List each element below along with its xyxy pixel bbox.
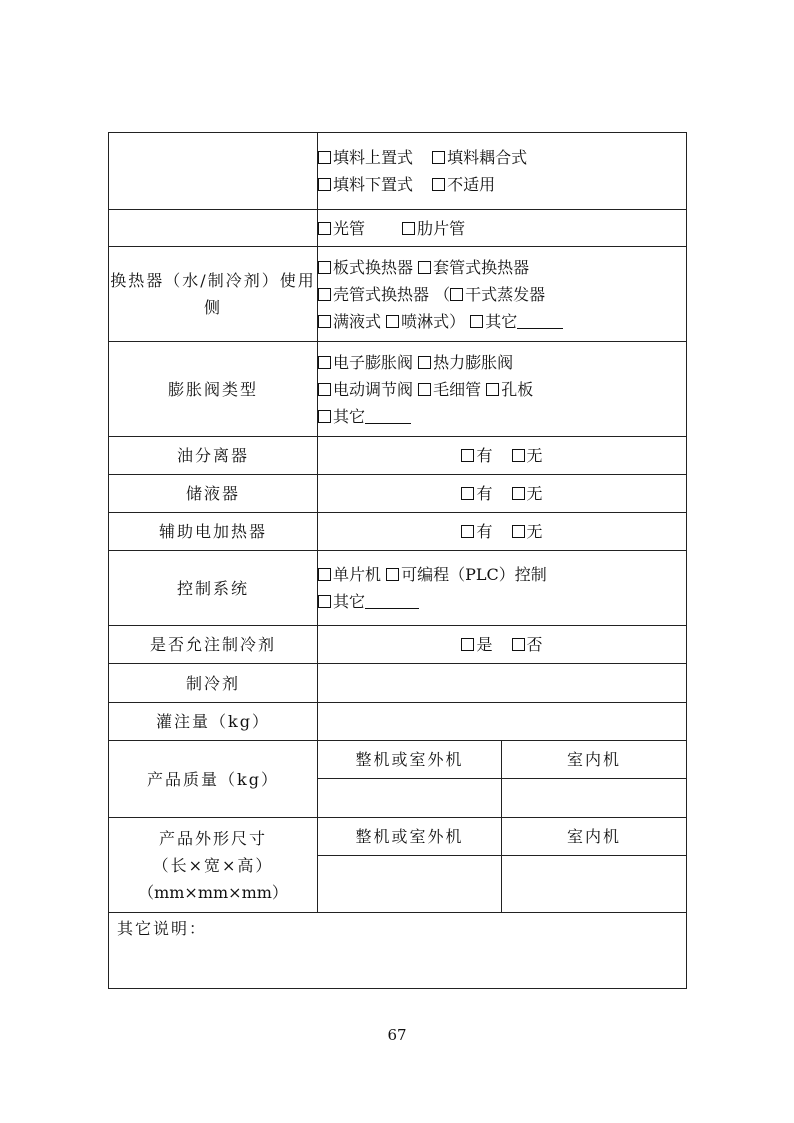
electronic-valve-option[interactable]: 电子膨胀阀 [318, 353, 413, 372]
heat-exchanger-options: 板式换热器 套管式换热器 壳管式换热器 （ 干式蒸发器 满液式 喷淋式） 其它 [318, 247, 687, 342]
refrigerant-value[interactable] [318, 664, 687, 703]
dry-evaporator-option[interactable]: 干式蒸发器 [450, 285, 545, 304]
thermal-valve-option[interactable]: 热力膨胀阀 [418, 353, 513, 372]
equipment-spec-table [108, 132, 687, 989]
checkbox[interactable] [461, 525, 474, 538]
spray-option[interactable]: 喷淋式） [386, 312, 465, 331]
checkbox[interactable] [318, 222, 331, 235]
checkbox[interactable] [450, 288, 463, 301]
checkbox[interactable] [318, 410, 331, 423]
mass-indoor-value[interactable] [502, 779, 687, 818]
charge-amount-row [109, 703, 687, 741]
oil-separator-no[interactable]: 无 [512, 446, 543, 465]
tube-type-row [109, 210, 687, 247]
dimensions-label-line3: （mm×mm×mm） [138, 882, 288, 902]
dimensions-label [109, 818, 318, 913]
hx-other-blank[interactable] [517, 328, 563, 329]
checkbox[interactable] [418, 383, 431, 396]
capillary-option[interactable]: 毛细管 [418, 380, 481, 399]
packing-coupled-option[interactable]: 填料耦合式 [432, 148, 527, 167]
checkbox[interactable] [418, 261, 431, 274]
heat-exchanger-row [109, 247, 687, 342]
aux-heater-label: 辅助电加热器 [109, 513, 318, 551]
checkbox[interactable] [318, 151, 331, 164]
hx-other-option[interactable]: 其它 [470, 312, 563, 331]
receiver-label: 储液器 [109, 475, 318, 513]
checkbox[interactable] [512, 449, 525, 462]
packing-top-option[interactable]: 填料上置式 [318, 148, 413, 167]
charge-allowed-options [318, 626, 687, 664]
motorized-valve-option[interactable]: 电动调节阀 [318, 380, 413, 399]
checkbox[interactable] [386, 568, 399, 581]
control-system-row [109, 551, 687, 626]
valve-other-option[interactable]: 其它 [318, 407, 411, 426]
bare-tube-option[interactable]: 光管 [318, 219, 365, 238]
checkbox[interactable] [512, 487, 525, 500]
notes-row [109, 913, 687, 989]
control-other-blank[interactable] [365, 608, 419, 609]
aux-heater-no[interactable]: 无 [512, 522, 543, 541]
dimensions-outdoor-value[interactable] [318, 856, 502, 913]
oil-separator-options [318, 437, 687, 475]
mass-indoor-header: 室内机 [502, 741, 687, 779]
checkbox[interactable] [386, 315, 399, 328]
charge-amount-value[interactable] [318, 703, 687, 741]
charge-allowed-no[interactable]: 否 [512, 635, 543, 654]
packing-bottom-option[interactable]: 填料下置式 [318, 175, 413, 194]
packing-na-option[interactable]: 不适用 [432, 175, 495, 194]
charge-amount-label: 灌注量（kg） [109, 703, 318, 741]
notes-label: 其它说明： [117, 919, 208, 938]
dimensions-indoor-header: 室内机 [502, 818, 687, 856]
control-system-label: 控制系统 [109, 551, 318, 626]
dimensions-label-line1: 产品外形尺寸 [158, 828, 267, 848]
tube-options [318, 210, 687, 247]
plate-hx-option[interactable]: 板式换热器 [318, 258, 413, 277]
orifice-option[interactable]: 孔板 [486, 380, 533, 399]
checkbox[interactable] [418, 356, 431, 369]
checkbox[interactable] [318, 178, 331, 191]
expansion-valve-row [109, 342, 687, 437]
checkbox[interactable] [432, 178, 445, 191]
finned-tube-option[interactable]: 肋片管 [402, 219, 465, 238]
checkbox[interactable] [318, 315, 331, 328]
charge-allowed-label: 是否允注制冷剂 [109, 626, 318, 664]
packing-options [318, 133, 687, 210]
flooded-option[interactable]: 满液式 [318, 312, 381, 331]
checkbox[interactable] [461, 638, 474, 651]
valve-other-blank[interactable] [365, 423, 411, 424]
checkbox[interactable] [318, 383, 331, 396]
dimensions-outdoor-header: 整机或室外机 [318, 818, 502, 856]
heat-exchanger-label: 换热器（水/制冷剂）使用侧 [109, 247, 318, 342]
receiver-row [109, 475, 687, 513]
oil-separator-row [109, 437, 687, 475]
checkbox[interactable] [470, 315, 483, 328]
expansion-valve-options [318, 342, 687, 437]
checkbox[interactable] [461, 449, 474, 462]
aux-heater-yes[interactable]: 有 [461, 522, 492, 541]
page-number: 67 [387, 1026, 407, 1044]
refrigerant-label: 制冷剂 [109, 664, 318, 703]
checkbox[interactable] [432, 151, 445, 164]
dimensions-label-line2: （长×宽×高） [152, 855, 274, 875]
control-other-option[interactable]: 其它 [318, 592, 419, 611]
shell-tube-hx-option[interactable]: 壳管式换热器 [318, 285, 429, 304]
checkbox[interactable] [486, 383, 499, 396]
checkbox[interactable] [402, 222, 415, 235]
charge-allowed-yes[interactable]: 是 [461, 635, 492, 654]
receiver-yes[interactable]: 有 [461, 484, 492, 503]
checkbox[interactable] [318, 288, 331, 301]
packing-label-cell [109, 133, 318, 210]
mass-header-row [109, 741, 687, 779]
charge-allowed-row [109, 626, 687, 664]
checkbox[interactable] [318, 356, 331, 369]
mass-label: 产品质量（kg） [109, 741, 318, 818]
tube-label-cell [109, 210, 318, 247]
checkbox[interactable] [318, 261, 331, 274]
mass-outdoor-value[interactable] [318, 779, 502, 818]
aux-heater-options [318, 513, 687, 551]
checkbox[interactable] [318, 595, 331, 608]
aux-heater-row [109, 513, 687, 551]
expansion-valve-label: 膨胀阀类型 [109, 342, 318, 437]
dimensions-indoor-value[interactable] [502, 856, 687, 913]
checkbox[interactable] [318, 568, 331, 581]
checkbox[interactable] [512, 638, 525, 651]
mcu-option[interactable]: 单片机 [318, 565, 381, 584]
receiver-no[interactable]: 无 [512, 484, 543, 503]
checkbox[interactable] [461, 487, 474, 500]
packing-type-row [109, 133, 687, 210]
notes-cell[interactable] [109, 913, 687, 989]
receiver-options [318, 475, 687, 513]
refrigerant-row [109, 664, 687, 703]
plc-option[interactable]: 可编程（PLC）控制 [386, 565, 547, 584]
dimensions-header-row [109, 818, 687, 856]
control-system-options [318, 551, 687, 626]
oil-separator-yes[interactable]: 有 [461, 446, 492, 465]
oil-separator-label: 油分离器 [109, 437, 318, 475]
mass-outdoor-header: 整机或室外机 [318, 741, 502, 779]
checkbox[interactable] [512, 525, 525, 538]
tube-in-tube-hx-option[interactable]: 套管式换热器 [418, 258, 529, 277]
